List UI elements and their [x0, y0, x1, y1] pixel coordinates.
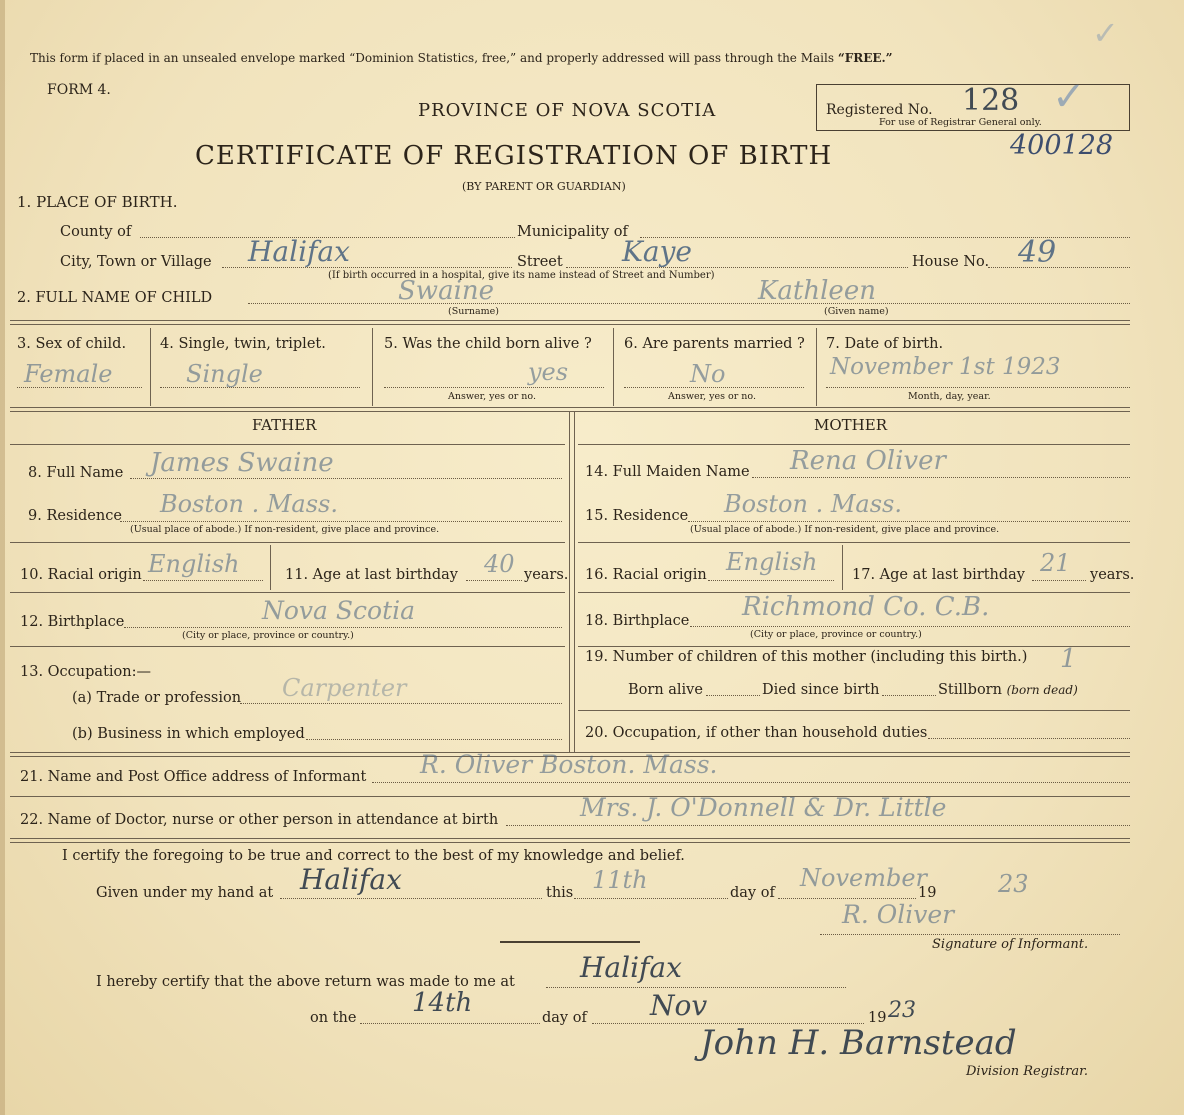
street-label: Street [517, 254, 563, 270]
plurality-value: Single [186, 360, 263, 388]
father-years: years. [524, 567, 569, 583]
informant-signature-line [820, 934, 1120, 935]
registrar-signature: John H. Barnstead [700, 1023, 1017, 1063]
business-label: (b) Business in which employed [72, 726, 305, 742]
reg-year-prefix: 19 [868, 1010, 887, 1026]
given-place-line [280, 898, 542, 899]
registrar-statement: I hereby certify that the above return was made to me at [96, 974, 515, 990]
father-age: 40 [484, 550, 515, 578]
trade-label: (a) Trade or profession [72, 690, 242, 706]
year-value: 23 [998, 870, 1029, 898]
child-name-label: 2. FULL NAME OF CHILD [17, 290, 213, 306]
divider [578, 710, 1130, 711]
married-caption: Answer, yes or no. [668, 391, 757, 402]
house-value: 49 [1018, 235, 1057, 270]
check-mark-icon: ✓ [1052, 74, 1086, 120]
check-mark-icon: ✓ [1092, 14, 1119, 52]
stillborn-label: Stillborn (born dead) [938, 682, 1078, 698]
registrar-note: For use of Registrar General only. [879, 117, 1042, 128]
house-line [988, 267, 1130, 268]
registrar-place: Halifax [580, 951, 682, 984]
occupation-label: 13. Occupation:— [20, 664, 151, 680]
registered-number: 128 [962, 83, 1020, 118]
mother-name-label: 14. Full Maiden Name [585, 464, 750, 480]
divider [10, 838, 1130, 843]
divider [578, 444, 1130, 445]
divider [574, 412, 575, 752]
street-line [566, 267, 908, 268]
reg-day-of-label: day of [542, 1010, 587, 1026]
divider [578, 646, 1130, 647]
registered-label: Registered No. [826, 102, 933, 118]
divider [816, 328, 817, 406]
city-value: Halifax [248, 235, 350, 268]
province-heading: PROVINCE OF NOVA SCOTIA [418, 100, 717, 121]
informant-label: 21. Name and Post Office address of Informant [20, 769, 367, 785]
mother-name: Rena Oliver [790, 446, 946, 476]
informant-line [372, 782, 1130, 783]
child-surname: Swaine [398, 276, 495, 306]
father-residence-label: 9. Residence [28, 508, 122, 524]
mother-racial-line [708, 580, 834, 581]
divider [613, 328, 614, 406]
place-heading: 1. PLACE OF BIRTH. [17, 193, 178, 211]
attendant-line [506, 825, 1130, 826]
mother-racial: English [726, 548, 818, 576]
registrar-place-line [546, 987, 846, 988]
divider [10, 646, 565, 647]
father-birthplace-line [124, 627, 562, 628]
divider [10, 407, 1130, 412]
children-label: 19. Number of children of this mother (including this birth.) [585, 649, 1028, 665]
alive-caption: Answer, yes or no. [448, 391, 537, 402]
month-value: November [800, 864, 928, 892]
signature-caption: Signature of Informant. [932, 937, 1089, 952]
mother-years: years. [1090, 567, 1135, 583]
mother-birthplace: Richmond Co. C.B. [742, 592, 990, 622]
father-age-line [466, 580, 522, 581]
mother-residence-note: (Usual place of abode.) If non-resident, give place and province. [690, 524, 1000, 535]
informant-signature: R. Oliver [842, 900, 955, 929]
sex-value: Female [24, 360, 113, 388]
certify-statement: I certify the foregoing to be true and correct to the best of my knowledge and belief. [62, 848, 685, 864]
paper-edge [0, 0, 5, 1115]
father-birthplace: Nova Scotia [262, 596, 416, 625]
day-of-label: day of [730, 885, 775, 901]
dob-line [826, 387, 1130, 388]
mother-age: 21 [1040, 549, 1071, 577]
mail-notice: This form if placed in an unsealed envelope marked “Dominion Statistics, free,” and properly addressed will pass through the Mails “FREE.” [30, 51, 893, 65]
child-name-line [248, 303, 1130, 304]
died-line [882, 695, 936, 696]
reg-month: Nov [650, 989, 708, 1022]
municipality-line [640, 237, 1130, 238]
divider [150, 328, 151, 406]
died-label: Died since birth [762, 682, 880, 698]
mother-name-line [752, 477, 1130, 478]
given-place: Halifax [300, 863, 402, 896]
file-number: 400128 [1010, 130, 1114, 161]
born-alive-line [706, 695, 760, 696]
this-label: this [546, 885, 574, 901]
mother-age-line [1032, 580, 1086, 581]
children-value: 1 [1060, 644, 1077, 674]
street-value: Kaye [622, 235, 692, 268]
trade-line [240, 703, 562, 704]
form-number: FORM 4. [47, 82, 111, 98]
born-alive-label: Born alive [628, 682, 703, 698]
hospital-note: (If birth occurred in a hospital, give its name instead of Street and Number) [328, 270, 715, 281]
year-prefix: 19 [918, 885, 937, 901]
mother-birthplace-line [690, 626, 1130, 627]
sex-label: 3. Sex of child. [17, 336, 127, 352]
separator [500, 941, 640, 943]
city-label: City, Town or Village [60, 254, 212, 270]
dob-label: 7. Date of birth. [826, 336, 944, 352]
alive-label: 5. Was the child born alive ? [384, 336, 592, 352]
alive-value: yes [528, 358, 569, 386]
father-name-line [130, 478, 562, 479]
county-label: County of [60, 224, 132, 240]
child-given-name: Kathleen [758, 276, 876, 306]
father-heading: FATHER [252, 416, 317, 434]
day-line [574, 898, 728, 899]
father-name: James Swaine [150, 448, 334, 478]
father-residence-line [120, 521, 562, 522]
father-racial-label: 10. Racial origin [20, 567, 142, 583]
attendant-label: 22. Name of Doctor, nurse or other person in attendance at birth [20, 812, 499, 828]
divider [10, 444, 565, 445]
surname-caption: (Surname) [448, 306, 499, 317]
divider [10, 796, 1130, 797]
father-racial-line [143, 580, 263, 581]
house-label: House No. [912, 254, 990, 270]
plurality-label: 4. Single, twin, triplet. [160, 336, 326, 352]
day-value: 11th [592, 866, 648, 894]
divider [10, 542, 565, 543]
married-label: 6. Are parents married ? [624, 336, 805, 352]
divider [270, 545, 271, 590]
informant-value: R. Oliver Boston. Mass. [420, 750, 718, 779]
given-caption: (Given name) [824, 306, 889, 317]
married-value: No [690, 360, 726, 388]
reg-year: 23 [888, 998, 916, 1023]
divider [578, 542, 1130, 543]
divider [372, 328, 373, 406]
mother-birthplace-note: (City or place, province or country.) [750, 629, 922, 640]
divider [10, 592, 565, 593]
month-line [778, 898, 916, 899]
reg-day-line [360, 1023, 540, 1024]
mother-birthplace-label: 18. Birthplace [585, 613, 690, 629]
on-the-label: on the [310, 1010, 357, 1026]
mother-age-label: 17. Age at last birthday [852, 567, 1025, 583]
business-line [306, 739, 562, 740]
mother-residence: Boston . Mass. [724, 490, 902, 518]
registrar-caption: Division Registrar. [966, 1064, 1088, 1079]
father-name-label: 8. Full Name [28, 465, 124, 481]
mother-occupation-label: 20. Occupation, if other than household duties [585, 725, 928, 741]
certificate-subtitle: (BY PARENT OR GUARDIAN) [462, 180, 626, 193]
divider [569, 412, 570, 752]
dob-caption: Month, day, year. [908, 391, 991, 402]
father-birthplace-label: 12. Birthplace [20, 614, 125, 630]
attendant-value: Mrs. J. O'Donnell & Dr. Little [580, 793, 947, 822]
certificate-title: CERTIFICATE OF REGISTRATION OF BIRTH [195, 141, 833, 171]
mother-racial-label: 16. Racial origin [585, 567, 707, 583]
mother-occupation-line [928, 738, 1130, 739]
mother-residence-line [688, 521, 1130, 522]
father-residence-note: (Usual place of abode.) If non-resident, give place and province. [130, 524, 440, 535]
divider [842, 545, 843, 590]
father-residence: Boston . Mass. [160, 490, 338, 518]
reg-day: 14th [412, 988, 473, 1018]
alive-line [384, 387, 604, 388]
divider [10, 320, 1130, 325]
trade-value: Carpenter [282, 674, 407, 702]
father-birthplace-note: (City or place, province or country.) [182, 630, 354, 641]
mother-residence-label: 15. Residence [585, 508, 689, 524]
father-age-label: 11. Age at last birthday [285, 567, 458, 583]
municipality-label: Municipality of [517, 224, 628, 240]
mother-heading: MOTHER [814, 416, 887, 434]
father-racial: English [148, 550, 240, 578]
given-label: Given under my hand at [96, 885, 274, 901]
dob-value: November 1st 1923 [830, 354, 1061, 380]
